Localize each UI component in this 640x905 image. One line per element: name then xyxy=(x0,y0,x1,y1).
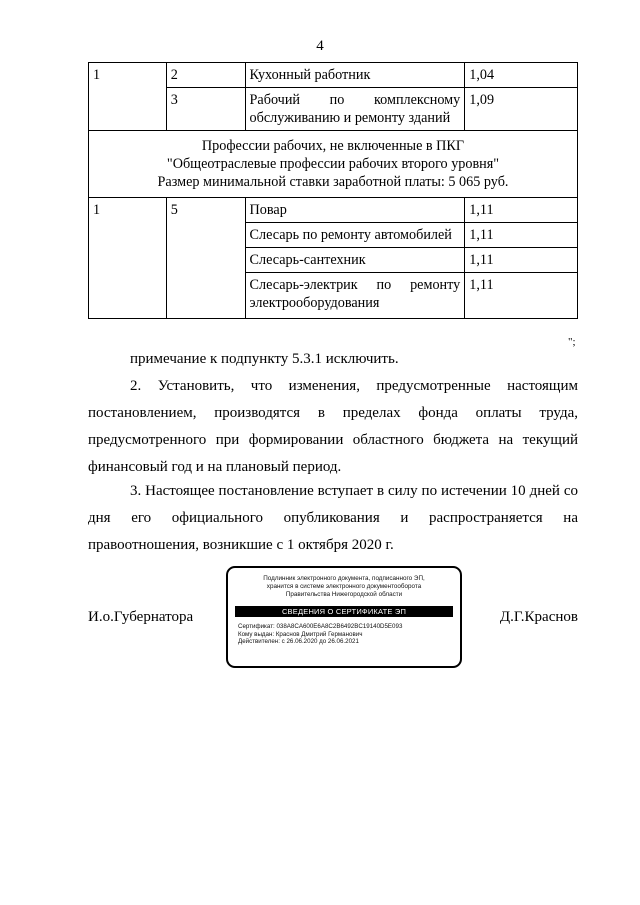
table-cell: 1,09 xyxy=(465,88,578,131)
cell-line: Слесарь-электрик по ремонту xyxy=(249,277,461,293)
table-section-row xyxy=(89,131,578,198)
table-row xyxy=(89,63,578,88)
stamp-header xyxy=(228,575,460,599)
table-cell: 1,11 xyxy=(465,273,578,319)
table-cell: 1,04 xyxy=(465,63,578,88)
coefficients-table xyxy=(88,62,578,319)
table-row xyxy=(89,198,578,223)
table-cell: 1,11 xyxy=(465,248,578,273)
table-cell: Слесарь по ремонту автомобилей xyxy=(245,223,465,248)
electronic-signature-stamp xyxy=(226,566,462,668)
section-line: Размер минимальной ставки заработной платы: 5 065 руб. xyxy=(157,174,509,190)
stamp-header-line: Правительства Нижегородской области xyxy=(285,591,403,598)
stamp-details xyxy=(238,623,460,646)
table-cell xyxy=(245,273,465,319)
table-cell: 3 xyxy=(166,88,245,131)
paragraph-3: 3. Настоящее постановление вступает в силу по истечении 10 дней со дня его официального опубликования и распространяется на правоотношения, возникшие с 1 октября 2020 г. xyxy=(88,483,578,553)
cell-line: электрооборудования xyxy=(249,295,380,311)
table-cell: Слесарь-сантехник xyxy=(245,248,465,273)
section-line: "Общеотраслевые профессии рабочих второго уровня" xyxy=(166,156,500,172)
table-cell: 1,11 xyxy=(465,198,578,223)
table-cell: 2 xyxy=(166,63,245,88)
table-cell: 1 xyxy=(89,198,167,319)
signer-title: И.о.Губернатора xyxy=(88,609,194,625)
table-cell: 1,11 xyxy=(465,223,578,248)
table-cell: Повар xyxy=(245,198,465,223)
section-heading xyxy=(89,131,578,198)
stamp-title-bar: СВЕДЕНИЯ О СЕРТИФИКАТЕ ЭП xyxy=(235,606,453,617)
cell-line: Рабочий по комплексному xyxy=(249,92,461,108)
table-cell: 1 xyxy=(89,63,167,131)
page-number: 4 xyxy=(316,38,324,54)
certificate-owner: Кому выдан: Краснов Дмитрий Германович xyxy=(238,630,363,638)
closing-quote: "; xyxy=(568,336,576,348)
note-paragraph: примечание к подпункту 5.3.1 исключить. xyxy=(130,351,399,367)
cell-line: обслуживанию и ремонту зданий xyxy=(249,110,451,126)
paragraph-2: 2. Установить, что изменения, предусмотренные настоящим постановлением, производятся в пределах фонда оплаты труда, предусмотренного при формировании областного бюджета на текущий финансовый год и на плановый период. xyxy=(88,378,578,475)
table-cell xyxy=(245,88,465,131)
stamp-header-line: Подлинник электронного документа, подписанного ЭП, xyxy=(263,575,425,582)
certificate-validity: Действителен: с 26.06.2020 до 26.06.2021 xyxy=(238,638,359,645)
certificate-number: Сертификат: 038A8CA600E6A8C2B6492BC19140D5E093 xyxy=(238,623,403,630)
table-cell: 5 xyxy=(166,198,245,319)
section-line: Профессии рабочих, не включенные в ПКГ xyxy=(201,138,465,154)
table-cell: Кухонный работник xyxy=(245,63,465,88)
stamp-header-line: хранится в системе электронного документооборота xyxy=(266,583,422,590)
signer-name: Д.Г.Краснов xyxy=(499,609,578,625)
